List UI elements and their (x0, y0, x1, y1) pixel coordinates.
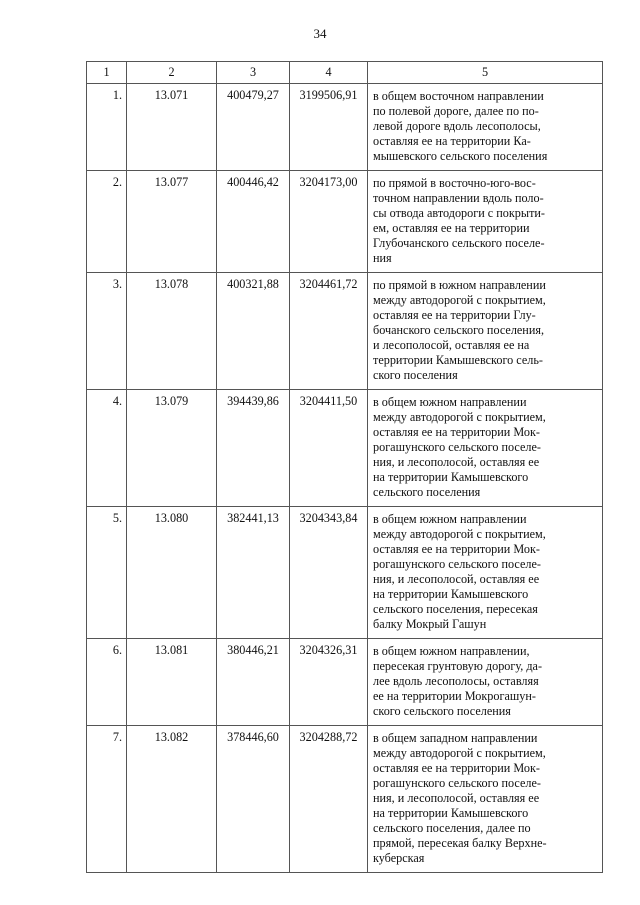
description-line: и лесополосой, оставляя ее на (373, 338, 530, 352)
description-line: рогашунского сельского поселе- (373, 440, 541, 454)
description-line: оставляя ее на территории Мок- (373, 425, 540, 439)
table-row (87, 639, 603, 726)
point-code-cell: 13.080 (127, 507, 217, 639)
boundary-description-cell (368, 84, 603, 171)
boundary-description-cell (368, 273, 603, 390)
table-header-row (87, 62, 603, 84)
boundary-description-cell (368, 639, 603, 726)
description-line: ния (373, 251, 392, 265)
description-line: в общем южном направлении, (373, 644, 530, 658)
description-line: в общем западном направлении (373, 731, 538, 745)
description-line: ского сельского поселения (373, 704, 511, 718)
boundary-description-cell (368, 171, 603, 273)
table-body (87, 84, 603, 873)
point-code-cell: 13.071 (127, 84, 217, 171)
column-header: 1 (87, 62, 127, 84)
row-number-cell: 1. (87, 84, 127, 171)
table-row (87, 726, 603, 873)
description-line: в общем южном направлении (373, 395, 527, 409)
table-row (87, 84, 603, 171)
description-line: левой дороге вдоль лесополосы, (373, 119, 541, 133)
x-coordinate-cell: 382441,13 (217, 507, 290, 639)
point-code-cell: 13.081 (127, 639, 217, 726)
row-number-cell: 7. (87, 726, 127, 873)
description-line: оставляя ее на территории Ка- (373, 134, 531, 148)
description-line: сельского поселения (373, 485, 481, 499)
description-line: ского поселения (373, 368, 458, 382)
y-coordinate-cell: 3204326,31 (290, 639, 368, 726)
description-line: между автодорогой с покрытием, (373, 410, 546, 424)
x-coordinate-cell: 400446,42 (217, 171, 290, 273)
description-line: сы отвода автодороги с покрыти- (373, 206, 545, 220)
table-row (87, 273, 603, 390)
point-code-cell: 13.082 (127, 726, 217, 873)
x-coordinate-cell: 380446,21 (217, 639, 290, 726)
description-line: между автодорогой с покрытием, (373, 527, 546, 541)
x-coordinate-cell: 378446,60 (217, 726, 290, 873)
y-coordinate-cell: 3204343,84 (290, 507, 368, 639)
description-line: лее вдоль лесополосы, оставляя (373, 674, 539, 688)
description-line: оставляя ее на территории Мок- (373, 761, 540, 775)
boundary-description-cell (368, 726, 603, 873)
point-code-cell: 13.078 (127, 273, 217, 390)
point-code-cell: 13.079 (127, 390, 217, 507)
description-line: бочанского сельского поселения, (373, 323, 545, 337)
description-line: ее на территории Мокрогашун- (373, 689, 536, 703)
description-line: прямой, пересекая балку Верхне- (373, 836, 547, 850)
description-line: по прямой в южном направлении (373, 278, 546, 292)
description-line: куберская (373, 851, 425, 865)
column-header: 4 (290, 62, 368, 84)
y-coordinate-cell: 3204411,50 (290, 390, 368, 507)
description-line: в общем восточном направлении (373, 89, 544, 103)
column-header: 2 (127, 62, 217, 84)
description-line: сельского поселения, пересекая (373, 602, 538, 616)
description-line: оставляя ее на территории Глу- (373, 308, 536, 322)
y-coordinate-cell: 3199506,91 (290, 84, 368, 171)
y-coordinate-cell: 3204461,72 (290, 273, 368, 390)
description-line: сельского поселения, далее по (373, 821, 531, 835)
table-row (87, 507, 603, 639)
description-line: ем, оставляя ее на территории (373, 221, 530, 235)
page-number: 34 (313, 26, 327, 41)
description-line: оставляя ее на территории Мок- (373, 542, 540, 556)
row-number-cell: 5. (87, 507, 127, 639)
boundary-description-cell (368, 390, 603, 507)
description-line: территории Камышевского сель- (373, 353, 543, 367)
description-line: рогашунского сельского поселе- (373, 557, 541, 571)
x-coordinate-cell: 394439,86 (217, 390, 290, 507)
description-line: ния, и лесополосой, оставляя ее (373, 572, 540, 586)
description-line: мышевского сельского поселения (373, 149, 548, 163)
description-line: пересекая грунтовую дорогу, да- (373, 659, 543, 673)
table-row (87, 390, 603, 507)
description-line: точном направлении вдоль поло- (373, 191, 544, 205)
description-line: ния, и лесополосой, оставляя ее (373, 455, 540, 469)
description-line: ния, и лесополосой, оставляя ее (373, 791, 540, 805)
description-line: на территории Камышевского (373, 470, 529, 484)
description-line: между автодорогой с покрытием, (373, 293, 546, 307)
point-code-cell: 13.077 (127, 171, 217, 273)
table-row (87, 171, 603, 273)
description-line: рогашунского сельского поселе- (373, 776, 541, 790)
row-number-cell: 4. (87, 390, 127, 507)
description-line: между автодорогой с покрытием, (373, 746, 546, 760)
description-line: на территории Камышевского (373, 587, 529, 601)
description-line: балку Мокрый Гашун (373, 617, 487, 631)
boundary-table (86, 61, 603, 873)
column-header: 3 (217, 62, 290, 84)
x-coordinate-cell: 400321,88 (217, 273, 290, 390)
row-number-cell: 2. (87, 171, 127, 273)
boundary-description-cell (368, 507, 603, 639)
description-line: Глубочанского сельского поселе- (373, 236, 545, 250)
column-header: 5 (368, 62, 603, 84)
y-coordinate-cell: 3204173,00 (290, 171, 368, 273)
row-number-cell: 6. (87, 639, 127, 726)
description-line: по полевой дороге, далее по по- (373, 104, 539, 118)
description-line: на территории Камышевского (373, 806, 529, 820)
description-line: в общем южном направлении (373, 512, 527, 526)
description-line: по прямой в восточно-юго-вос- (373, 176, 536, 190)
row-number-cell: 3. (87, 273, 127, 390)
x-coordinate-cell: 400479,27 (217, 84, 290, 171)
y-coordinate-cell: 3204288,72 (290, 726, 368, 873)
